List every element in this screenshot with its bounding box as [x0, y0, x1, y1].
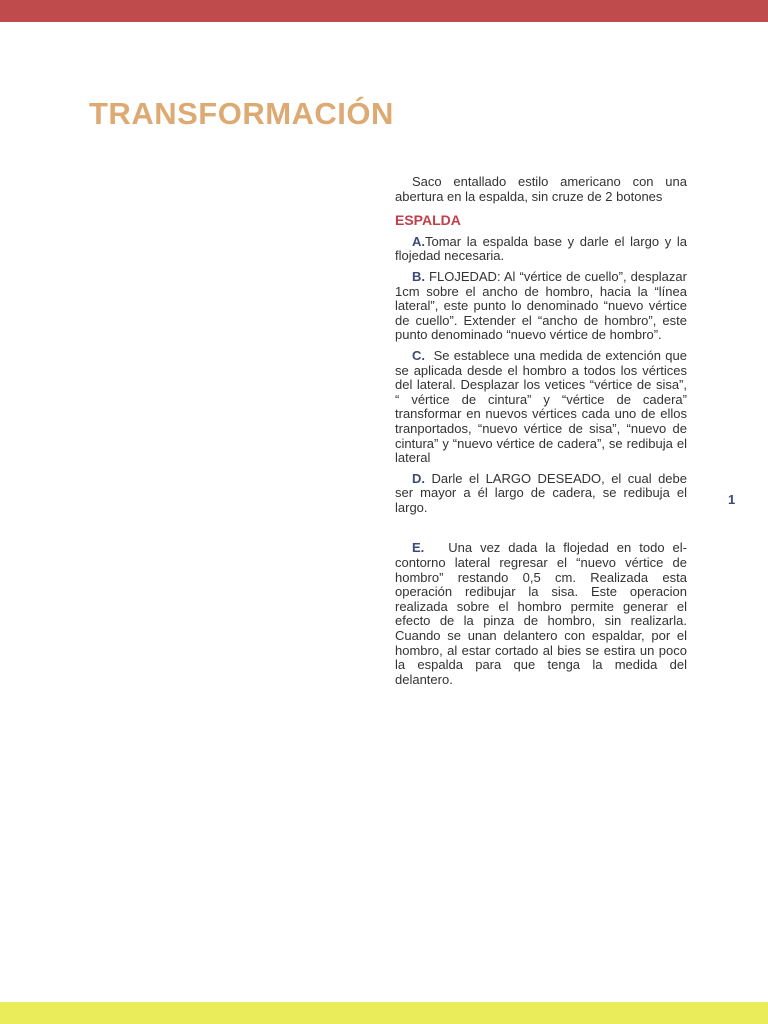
- step-c-text: Se establece una medida de extención que se aplicada desde el hombro a todos los vértices del lateral. Desplazar los vetices “vértice de sisa”, “ vértice de cintura” y “vértice de cadera” transformar en nuevos vértices cada uno de ellos tranportados, “nuevo vértice de sisa”, “nuevo de cintura” y “nuevo vértice de cadera”, se redibuja el lateral: [395, 347, 687, 466]
- page-number: 1: [728, 492, 736, 507]
- text-column: [395, 175, 687, 693]
- intro-paragraph: Saco entallado estilo americano con una abertura en la espalda, sin cruze de 2 botones: [395, 174, 687, 204]
- step-a-text: Tomar la espalda base y darle el largo y la flojedad necesaria.: [395, 233, 687, 264]
- step-a-marker: A.: [412, 233, 425, 249]
- step-e-text: Una vez dada la flojedad en todo elcontorno lateral regresar el “nuevo vértice de hombro” restando 0,5 cm. Realizada esta operación redibujar la sisa. Este operacion realizada sobre el hombro permite generar el efecto de la pinza de hombro, sin realizarla. Cuando se unan delantero con espaldar, por el hombro, al estar cortado al bies se estira un poco la espalda para que tenga la medida del delantero.: [395, 540, 687, 687]
- step-c-paragraph: [395, 349, 687, 466]
- step-c-marker: C.: [412, 347, 425, 363]
- top-color-bar: [0, 0, 768, 22]
- step-d-text: Darle el LARGO DESEADO, el cual debe ser mayor a él largo de cadera, se redibuja el largo.: [395, 470, 687, 515]
- page-title: TRANSFORMACIÓN: [89, 96, 394, 131]
- step-b-paragraph: [395, 270, 687, 343]
- bottom-color-bar: [0, 1002, 768, 1024]
- step-b-text: FLOJEDAD: Al “vértice de cuello”, desplazar 1cm sobre el ancho de hombro, hacia la “línea lateral”, este punto lo denominado “nuevo vértice de cuello”. Extender el “ancho de hombro”, este punto denominado “nuevo vértice de hombro”.: [395, 268, 687, 343]
- step-e-marker: E.: [412, 540, 425, 556]
- step-b-marker: B.: [412, 268, 425, 284]
- section-heading-espalda: ESPALDA: [395, 212, 461, 229]
- step-d-paragraph: [395, 472, 687, 516]
- step-d-marker: D.: [412, 470, 425, 486]
- step-a-paragraph: [395, 235, 687, 264]
- step-e-paragraph: [395, 541, 687, 687]
